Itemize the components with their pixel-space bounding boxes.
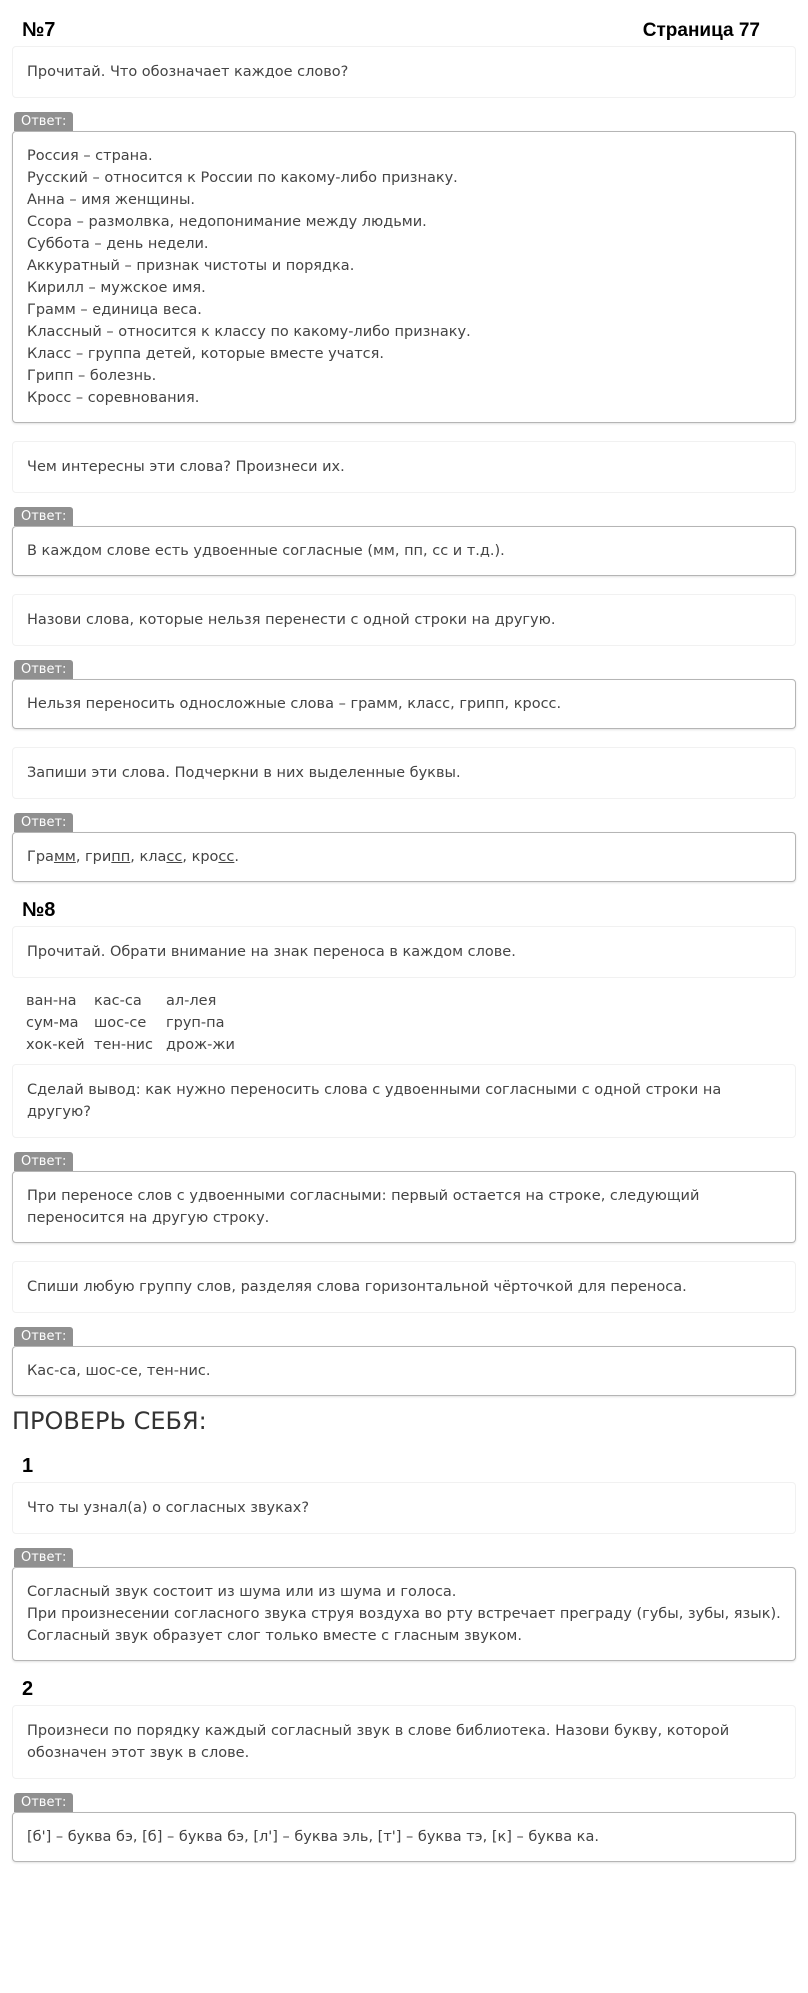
answer-label: Ответ:: [14, 1327, 73, 1346]
task-7-answer-1-block: [12, 112, 796, 423]
task-8-answer-3-block: [12, 1327, 796, 1396]
answer-line: Классный – относится к классу по какому-либо признаку.: [27, 324, 471, 340]
answer-label: Ответ:: [14, 507, 73, 526]
check-item-1-question: Что ты узнал(а) о согласных звуках?: [12, 1482, 796, 1534]
check-item-1-answer-block: [12, 1548, 796, 1661]
word-part: Гра: [27, 849, 54, 865]
check-item-1-number: 1: [22, 1455, 34, 1477]
task-7-number: №7: [22, 19, 56, 41]
underlined-letters: сс: [166, 849, 183, 865]
answer-line: Класс – группа детей, которые вместе учатся.: [27, 346, 384, 362]
task-7-question-3: Назови слова, которые нельзя перенести с одной строки на другую.: [12, 594, 796, 646]
task-7-answer-4: [12, 832, 796, 882]
answer-label: Ответ:: [14, 813, 73, 832]
task-8-answer-2-block: [12, 1152, 796, 1243]
word-row: [26, 990, 782, 1012]
task-8-answer-2: При переносе слов с удвоенными согласными: первый остается на строке, следующий переносится на другую строку.: [12, 1171, 796, 1243]
underlined-letters: мм: [53, 849, 76, 865]
check-item-2-answer-block: [12, 1793, 796, 1862]
task-7-answer-2: В каждом слове есть удвоенные согласные (мм, пп, сс и т.д.).: [12, 526, 796, 576]
word: ал-лея: [166, 993, 217, 1009]
answer-label: Ответ:: [14, 1548, 73, 1567]
word-list: [12, 978, 796, 1060]
word-part: кро: [191, 849, 219, 865]
separator: ,: [182, 849, 192, 865]
answer-line: Аккуратный – признак чистоты и порядка.: [27, 258, 355, 274]
task-8-question-2: Сделай вывод: как нужно переносить слова с удвоенными согласными с одной строки на другую?: [12, 1064, 796, 1138]
task-8-answer-3: Кас-са, шос-се, тен-нис.: [12, 1346, 796, 1396]
word: шос-се: [94, 1015, 147, 1031]
answer-line: Согласный звук состоит из шума или из шума и голоса.: [27, 1584, 457, 1600]
answer-line: Грипп – болезнь.: [27, 368, 157, 384]
answer-line: Кросс – соревнования.: [27, 390, 200, 406]
page-number: Страница 77: [642, 20, 760, 41]
answer-line: Грамм – единица веса.: [27, 302, 202, 318]
underlined-letters: сс: [218, 849, 235, 865]
word: сум-ма: [26, 1015, 79, 1031]
word-row: [26, 1012, 782, 1034]
word: тен-нис: [94, 1037, 153, 1053]
answer-line: При произнесении согласного звука струя воздуха во рту встречает преграду (губы, зубы, язык).: [27, 1606, 781, 1622]
word-part: кла: [139, 849, 167, 865]
task-7-answer-2-block: [12, 507, 796, 576]
task-7-answer-3: Нельзя переносить односложные слова – грамм, класс, грипп, кросс.: [12, 679, 796, 729]
separator: .: [234, 849, 239, 865]
task-8-question-3: Спиши любую группу слов, разделяя слова горизонтальной чёрточкой для переноса.: [12, 1261, 796, 1313]
task-7-answer-3-block: [12, 660, 796, 729]
task-8-question-1: Прочитай. Обрати внимание на знак переноса в каждом слове.: [12, 926, 796, 978]
answer-line: Россия – страна.: [27, 148, 153, 164]
word-part: гри: [85, 849, 112, 865]
check-item-2-number: 2: [22, 1678, 34, 1700]
content: [0, 18, 808, 1862]
answer-line: Анна – имя женщины.: [27, 192, 196, 208]
answer-label: Ответ:: [14, 660, 73, 679]
task-7-question-2: Чем интересны эти слова? Произнеси их.: [12, 441, 796, 493]
check-item-1-answer: [12, 1567, 796, 1661]
word: груп-па: [166, 1015, 225, 1031]
answer-line: Ссора – размолвка, недопонимание между людьми.: [27, 214, 427, 230]
task-7-question-4: Запиши эти слова. Подчеркни в них выделенные буквы.: [12, 747, 796, 799]
check-yourself-title: ПРОВЕРЬ СЕБЯ:: [12, 1407, 207, 1435]
answer-line: Согласный звук образует слог только вместе с гласным звуком.: [27, 1628, 522, 1644]
check-item-2-question: Произнеси по порядку каждый согласный звук в слове библиотека. Назови букву, которой обозначен этот звук в слове.: [12, 1705, 796, 1779]
check-item-2-answer: [б'] – буква бэ, [б] – буква бэ, [л'] – буква эль, [т'] – буква тэ, [к] – буква ка.: [12, 1812, 796, 1862]
answer-label: Ответ:: [14, 1793, 73, 1812]
task-8-number: №8: [22, 899, 56, 921]
word: дрож-жи: [166, 1037, 235, 1053]
task-7-answer-4-block: [12, 813, 796, 882]
word: кас-са: [94, 993, 142, 1009]
word: хок-кей: [26, 1037, 85, 1053]
answer-label: Ответ:: [14, 112, 73, 131]
answer-line: Суббота – день недели.: [27, 236, 209, 252]
task-7-answer-1: [12, 131, 796, 423]
word: ван-на: [26, 993, 77, 1009]
answer-line: Русский – относится к России по какому-либо признаку.: [27, 170, 458, 186]
separator: ,: [75, 849, 86, 865]
answer-label: Ответ:: [14, 1152, 73, 1171]
separator: ,: [130, 849, 140, 865]
underlined-letters: пп: [111, 849, 131, 865]
task-7-question-1: Прочитай. Что обозначает каждое слово?: [12, 46, 796, 98]
answer-line: Кирилл – мужское имя.: [27, 280, 206, 296]
word-row: [26, 1034, 782, 1056]
